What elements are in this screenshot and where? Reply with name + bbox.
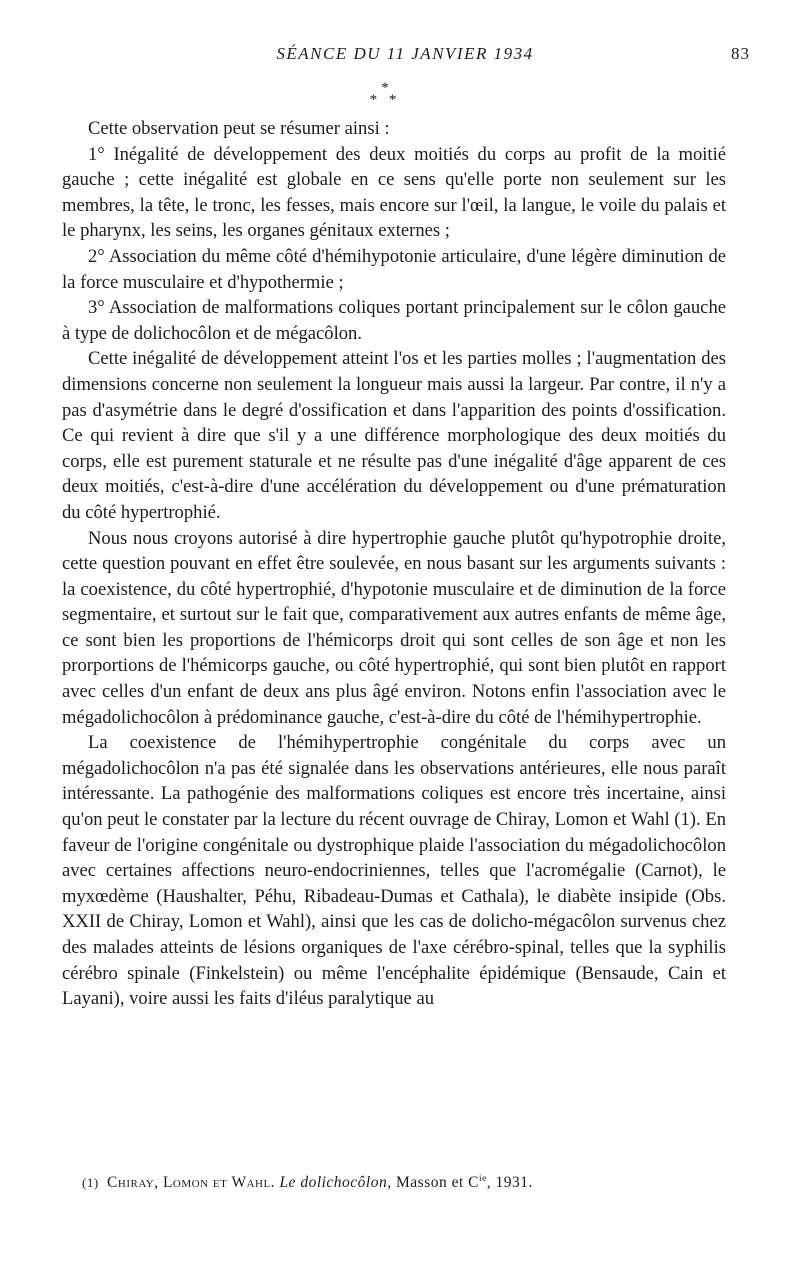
paragraph-point-3: 3° Association de malformations coliques portant principalement sur le côlon gauche à type de dolichocôlon et de mégacôlon.	[62, 297, 726, 344]
footnote-marker: (1)	[82, 1175, 99, 1190]
section-separator	[0, 82, 770, 106]
paragraph-summary-intro: Cette observation peut se résumer ainsi :	[88, 118, 390, 139]
footnote-publisher-sup: ie	[479, 1173, 487, 1184]
running-title: SÉANCE DU 11 JANVIER 1934	[276, 44, 534, 63]
footnote-year: , 1931.	[486, 1174, 533, 1191]
footnote-authors: Chiray, Lomon et Wahl.	[107, 1174, 276, 1191]
asterism-top: *	[381, 80, 389, 96]
asterism-bottom: * *	[369, 92, 401, 108]
paragraph-point-2: 2° Association du même côté d'hémihypotonie articulaire, d'une légère diminution de la force musculaire et d'hypothermie ;	[62, 245, 726, 293]
paragraph-coexistence: La coexistence de l'hémihypertrophie congénitale du corps avec un mégadolichocôlon n'a pas été signalée dans les observations antérieures, elle nous paraît intéressante. La pathogénie des malformations coliques est encore très incertaine, ainsi qu'on peut le constater par la lecture du récent ouvrage de Chiray, Lomon et Wahl (1). En faveur de l'origine congénitale ou dystrophique plaide l'association du mégadolichocôlon avec certaines affections neuro-endocriniennes, telles que l'acromégalie (Carnot), le myxœdème (Haushalter, Péhu, Ribadeau-Dumas et Cathala), le diabète insipide (Obs. XXII de Chiray, Lomon et Wahl), ainsi que les cas de dolicho-mégacôlon survenus chez des malades atteints de lésions organiques de l'axe cérébro-spinal, telles que la syphilis cérébro spinale (Finkelstein) ou même l'encéphalite épidémique (Bensaude, Cain et Layani), voire aussi les faits d'iléus paralytique au	[62, 732, 726, 1010]
paragraph-hypertrophy: Nous nous croyons autorisé à dire hypertrophie gauche plutôt qu'hypotrophie droite, cette question pouvant en effet être soulevée, en nous basant sur les arguments suivants : la coexistence, du côté hypertrophié, d'hypotonie musculaire et de diminution de la force segmentaire, et surtout sur le fait que, comparativement aux autres enfants de même âge, ce sont bien les proportions de l'hémicorps droit qui sont celles de son âge et non les prorportions de l'hémicorps gauche, ou côté hypertrophié, qui sont bien plutôt en rapport avec celles d'un enfant de deux ans plus âgé environ. Notons enfin l'association avec le mégadolichocôlon à prédominance gauche, c'est-à-dire du côté de l'hémihypertrophie.	[62, 527, 726, 728]
running-head	[60, 44, 750, 68]
footnote-publisher: Masson et C	[396, 1174, 479, 1191]
paragraph-point-1: 1° Inégalité de développement des deux moitiés du corps au profit de la moitié gauche ; cette inégalité est globale en ce sens qu'elle porte non seulement sur les membres, la tête, le tronc, les fesses, mais encore sur l'œil, la langue, le voile du palais et le pharynx, les seins, les organes génitaux externes ;	[62, 143, 726, 242]
footnote	[82, 1172, 722, 1194]
footnote-title: Le dolichocôlon,	[279, 1174, 392, 1191]
body-text	[62, 116, 726, 1012]
page-number: 83	[731, 44, 750, 63]
paragraph-inequality: Cette inégalité de développement atteint l'os et les parties molles ; l'augmentation des dimensions concerne non seulement la longueur mais aussi la largeur. Par contre, il n'y a pas d'asymétrie dans le degré d'ossification et dans l'apparition des points d'ossification. Ce qui revient à dire que s'il y a une différence morphologique des deux moitiés du corps, elle est purement staturale et ne résulte pas d'une inégalité d'âge apparent de ces deux moitiés, c'est-à-dire d'une accélération du développement ou d'une prématuration du côté hypertrophié.	[62, 348, 726, 523]
